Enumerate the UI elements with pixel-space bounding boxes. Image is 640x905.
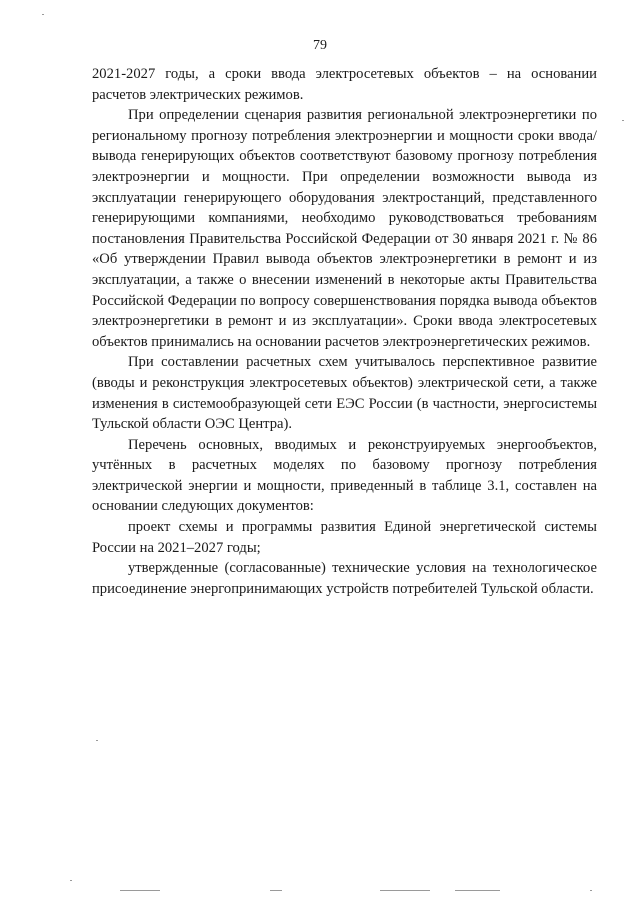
scan-dot — [590, 890, 592, 891]
scan-dot — [120, 890, 160, 891]
paragraph-calculation-schemes: При составлении расчетных схем учитывалось перспективное развитие (вводы и реконструкция электросетевых объектов) электрической сети, а также изменения в системообразующей сети ЕЭС России (в частности, энергосистемы Тульской области ОЭС Центра). — [92, 354, 597, 433]
body-text — [92, 64, 597, 599]
paragraph-continuation: 2021-2027 годы, а сроки ввода электросетевых объектов – на основании расчетов электрических режимов. — [92, 66, 597, 103]
scan-dot — [622, 120, 624, 121]
scan-dot — [380, 890, 430, 891]
scan-dot — [70, 880, 72, 881]
paragraph-list-of-objects: Перечень основных, вводимых и реконструируемых энергообъектов, учтённых в расчетных моделях по базовому прогнозу потребления электрической энергии и мощности, приведенный в таблице 3.1, составлен на основании следующих документов: — [92, 436, 597, 515]
scan-dot — [270, 890, 282, 891]
paragraph-scenario: При определении сценария развития региональной электроэнергетики по региональному прогнозу потребления электроэнергии и мощности сроки ввода/вывода генерирующих объектов соответствуют базовому прогнозу потребления электроэнергии и мощности. При определении возможности вывода из эксплуатации генерирующего оборудования электростанций, представленного генерирующими компаниями, необходимо руководствоваться требованиям постановления Правительства Российской Федерации от 30 января 2021 г. № 86 «Об утверждении Правил вывода объектов электроэнергетики в ремонт и из эксплуатации, а также о внесении изменений в некоторые акты Правительства Российской Федерации по вопросу совершенствования порядка вывода объектов электроэнергетики в ремонт и из эксплуатации». Сроки ввода электросетевых объектов принимались на основании расчетов электроэнергетических режимов. — [92, 107, 597, 350]
scan-dot — [42, 14, 44, 15]
list-item-technical-conditions: утвержденные (согласованные) технические условия на технологическое присоединение энергопринимающих устройств потребителей Тульской области. — [92, 560, 597, 597]
page-number: 79 — [313, 38, 327, 53]
scan-dot — [96, 740, 98, 741]
scan-dot — [455, 890, 500, 891]
list-item-ups-scheme: проект схемы и программы развития Единой энергетической системы России на 2021–2027 годы; — [92, 519, 597, 556]
